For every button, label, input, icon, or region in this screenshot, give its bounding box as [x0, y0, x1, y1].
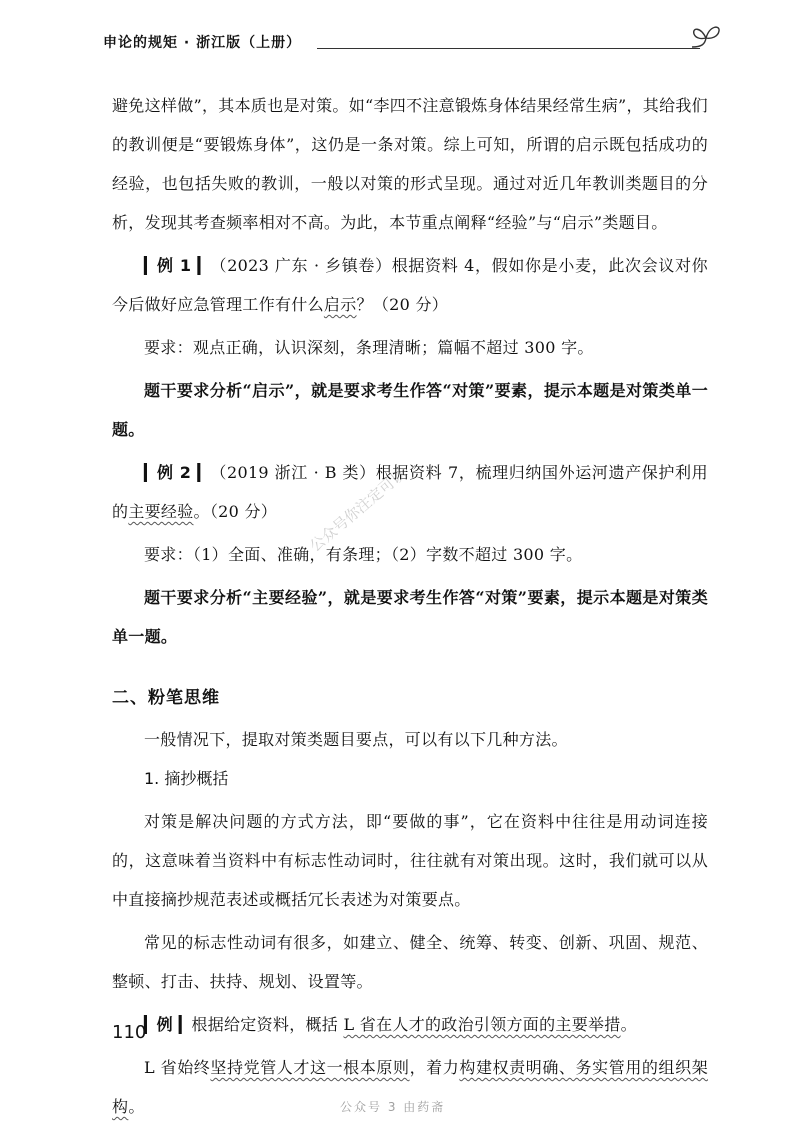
- example-1-tag: ▎例 1 ▎: [144, 256, 211, 275]
- header-rule: [317, 48, 700, 49]
- sprout-icon: [688, 20, 724, 56]
- wavy-underline: 主要经验: [128, 502, 194, 521]
- method-paragraph-2: 常见的标志性动词有很多，如建立、健全、统筹、转变、创新、巩固、规范、整顿、打击、扶持、规划、设置等。: [112, 933, 708, 991]
- example-3-tag: ▎例 ▎: [144, 1015, 192, 1034]
- example-1: ▎例 1 ▎（2023 广东 · 乡镇卷）根据资料 4，假如你是小麦，此次会议对你今后做好应急管理工作有什么启示？（20 分）: [112, 256, 708, 314]
- example-2-analysis: 题干要求分析“主要经验”，就是要求考生作答“对策”要素，提示本题是对策类单一题。: [112, 588, 708, 646]
- wavy-underline: 构建权责明确、务实管用的组织架构: [112, 1058, 708, 1116]
- wavy-underline: 坚持党管人才这一根本原则: [210, 1058, 410, 1077]
- page-body: [112, 86, 708, 1126]
- example-2-tag: ▎例 2 ▎: [144, 463, 211, 482]
- footer-watermark: 公众号 3 由药斋: [340, 1100, 446, 1114]
- book-title: 申论的规矩 · 浙江版（上册）: [103, 35, 302, 51]
- example-1-analysis: 题干要求分析“启示”，就是要求考生作答“对策”要素，提示本题是对策类单一题。: [112, 381, 708, 439]
- method-paragraph-1: 对策是解决问题的方式方法，即“要做的事”，它在资料中往往是用动词连接的，这意味着当资料中有标志性动词时，往往就有对策出现。这时，我们就可以从中直接摘抄规范表述或概括冗长表述为对策要点。: [112, 812, 708, 909]
- running-header: [103, 26, 720, 60]
- wavy-underline: L 省在人才的政治引领方面的主要举措: [343, 1015, 621, 1034]
- example-2: ▎例 2 ▎（2019 浙江 · B 类）根据资料 7，梳理归纳国外运河遗产保护利用的主要经验。（20 分）: [112, 463, 708, 521]
- example-3: ▎例 ▎根据给定资料，概括 L 省在人才的政治引领方面的主要举措。: [144, 1015, 637, 1034]
- wavy-underline: 启示: [323, 295, 357, 314]
- example-1-requirement: 要求：观点正确，认识深刻，条理清晰；篇幅不超过 300 字。: [144, 338, 594, 357]
- page-number: 110: [112, 1022, 147, 1043]
- answer-line: L 省始终坚持党管人才这一根本原则，着力构建权责明确、务实管用的组织架构。: [112, 1058, 708, 1116]
- example-2-requirement: 要求：（1）全面、准确，有条理；（2）字数不超过 300 字。: [144, 545, 583, 564]
- paragraph-continuation: 避免这样做”，其本质也是对策。如“李四不注意锻炼身体结果经常生病”，其给我们的教训便是“要锻炼身体”，这仍是一条对策。综上可知，所谓的启示既包括成功的经验，也包括失败的教训，一般以对策的形式呈现。通过对近几年教训类题目的分析，发现其考查频率相对不高。为此，本节重点阐释“经验”与“启示”类题目。: [112, 96, 708, 232]
- section-heading: 二、粉笔思维: [112, 688, 220, 708]
- section-intro: 一般情况下，提取对策类题目要点，可以有以下几种方法。: [144, 730, 568, 749]
- method-heading: 1. 摘抄概括: [144, 769, 229, 788]
- watermark: 公众号你注定可以: [306, 464, 410, 556]
